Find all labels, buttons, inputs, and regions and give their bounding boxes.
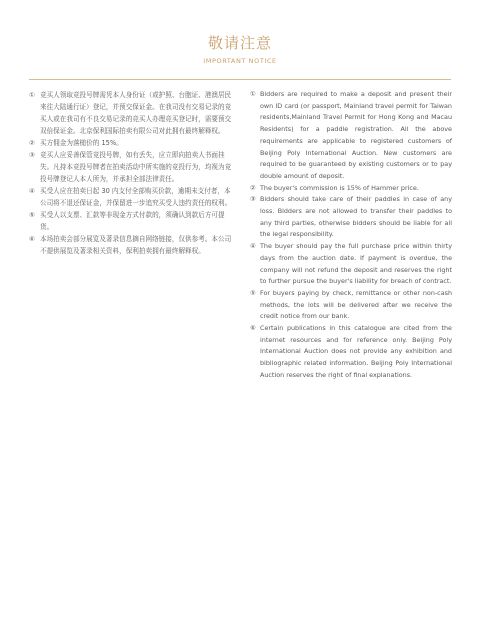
- notice-column-english: [250, 89, 452, 382]
- notice-item-en-5: [250, 288, 452, 323]
- title-english: IMPORTANT NOTICE: [203, 57, 277, 65]
- notice-column-chinese: [29, 89, 232, 257]
- notice-item-en-2: [250, 183, 452, 195]
- item-text: The buyer's commission is 15% of Hammer price.: [260, 183, 419, 192]
- item-text: 买受人以支票、汇款等非现金方式付款的，须确认到款后方可提货。: [40, 211, 225, 231]
- notice-item-cn-4: [29, 185, 232, 209]
- item-number: ①: [250, 90, 256, 98]
- title-chinese: 敬请注意: [207, 34, 272, 52]
- item-text: 买受人应在拍卖日起 30 内支付全部购买价款，逾期未支付者，本公司将不退还保证金，并保留进一步追究买受人违约责任的权利。: [40, 187, 232, 207]
- notice-item-cn-5: [29, 209, 232, 233]
- notice-item-en-4: [250, 241, 452, 288]
- item-text: Bidders should take care of their paddles in case of any loss. Bidders are not allowed to transfer their paddles to any third parties, otherwise bidders should be liable for all the legal responsibility.: [260, 195, 452, 239]
- item-number: ⑥: [250, 324, 256, 333]
- notice-item-en-1: [250, 89, 452, 183]
- item-text: For buyers paying by check, remittance or other non-cash methods, the lots will be delivered after we receive the credit notice from our bank.: [260, 288, 452, 321]
- item-number: ⑤: [29, 211, 35, 219]
- item-text: Bidders are required to make a deposit and present their own ID card (or passport, Mainland travel permit for Taiwan residents,Mainland Travel Permit for Hong Kong and Macau Residents) for a paddle registration. All the above requirements are applicable to registered customers of Beijing Poly International Auction. New customers are required to be guaranteed by existing customers or to pay double amount of deposit.: [260, 90, 452, 180]
- notice-item-en-6: [250, 323, 452, 382]
- item-number: ⑥: [29, 235, 35, 243]
- header-divider: [29, 79, 451, 80]
- notice-item-cn-2: [29, 137, 232, 149]
- notice-header: [0, 34, 480, 65]
- item-text: 竞买人应妥善保管竞投号牌，如有丢失，应立即向拍卖人书面挂失。凡持本竞投号牌者在拍卖活动中所实施的竞投行为，均视为竞投号牌登记人本人所为，并承担全部法律责任。: [40, 151, 232, 183]
- notice-item-cn-6: [29, 233, 232, 257]
- notice-item-cn-3: [29, 149, 232, 185]
- item-number: ③: [29, 151, 35, 159]
- item-number: ①: [29, 91, 35, 99]
- item-number: ④: [250, 242, 256, 251]
- item-text: 本场拍卖会部分展览及著录信息摘自网络链接，仅供参考。本公司不提供展览及著录相关资料，保利拍卖拥有最终解释权。: [40, 235, 232, 255]
- item-number: ③: [250, 195, 256, 204]
- notice-item-en-3: [250, 194, 452, 241]
- item-text: 买方佣金为落槌价的 15%。: [40, 139, 123, 147]
- item-number: ②: [29, 139, 35, 147]
- item-text: The buyer should pay the full purchase price within thirty days from the auction date. If payment is overdue, the company will not refund the deposit and reserves the right to further pursue the buyer's liability for breach of contract.: [260, 242, 452, 286]
- item-text: Certain publications in this catalogue are cited from the internet resources and for reference only. Beijing Poly International Auction does not provide any exhibition and bibliographic related information. Beijing Poly International Auction reserves the right of final explanations.: [260, 324, 452, 379]
- notice-item-cn-1: [29, 89, 232, 137]
- item-text: 竞买人领取竞投号牌需凭本人身份证（或护照、台胞证、港澳居民来往大陆通行证）登记，并预交保证金。在我司没有交易记录的竞买人或在我司有不良交易记录的竞买人办理竞买登记时，需要预交双倍保证金。北京保利国际拍卖有限公司对此拥有最终解释权。: [40, 91, 232, 135]
- item-number: ②: [250, 183, 256, 192]
- item-number: ⑤: [250, 288, 256, 297]
- item-number: ④: [29, 187, 35, 195]
